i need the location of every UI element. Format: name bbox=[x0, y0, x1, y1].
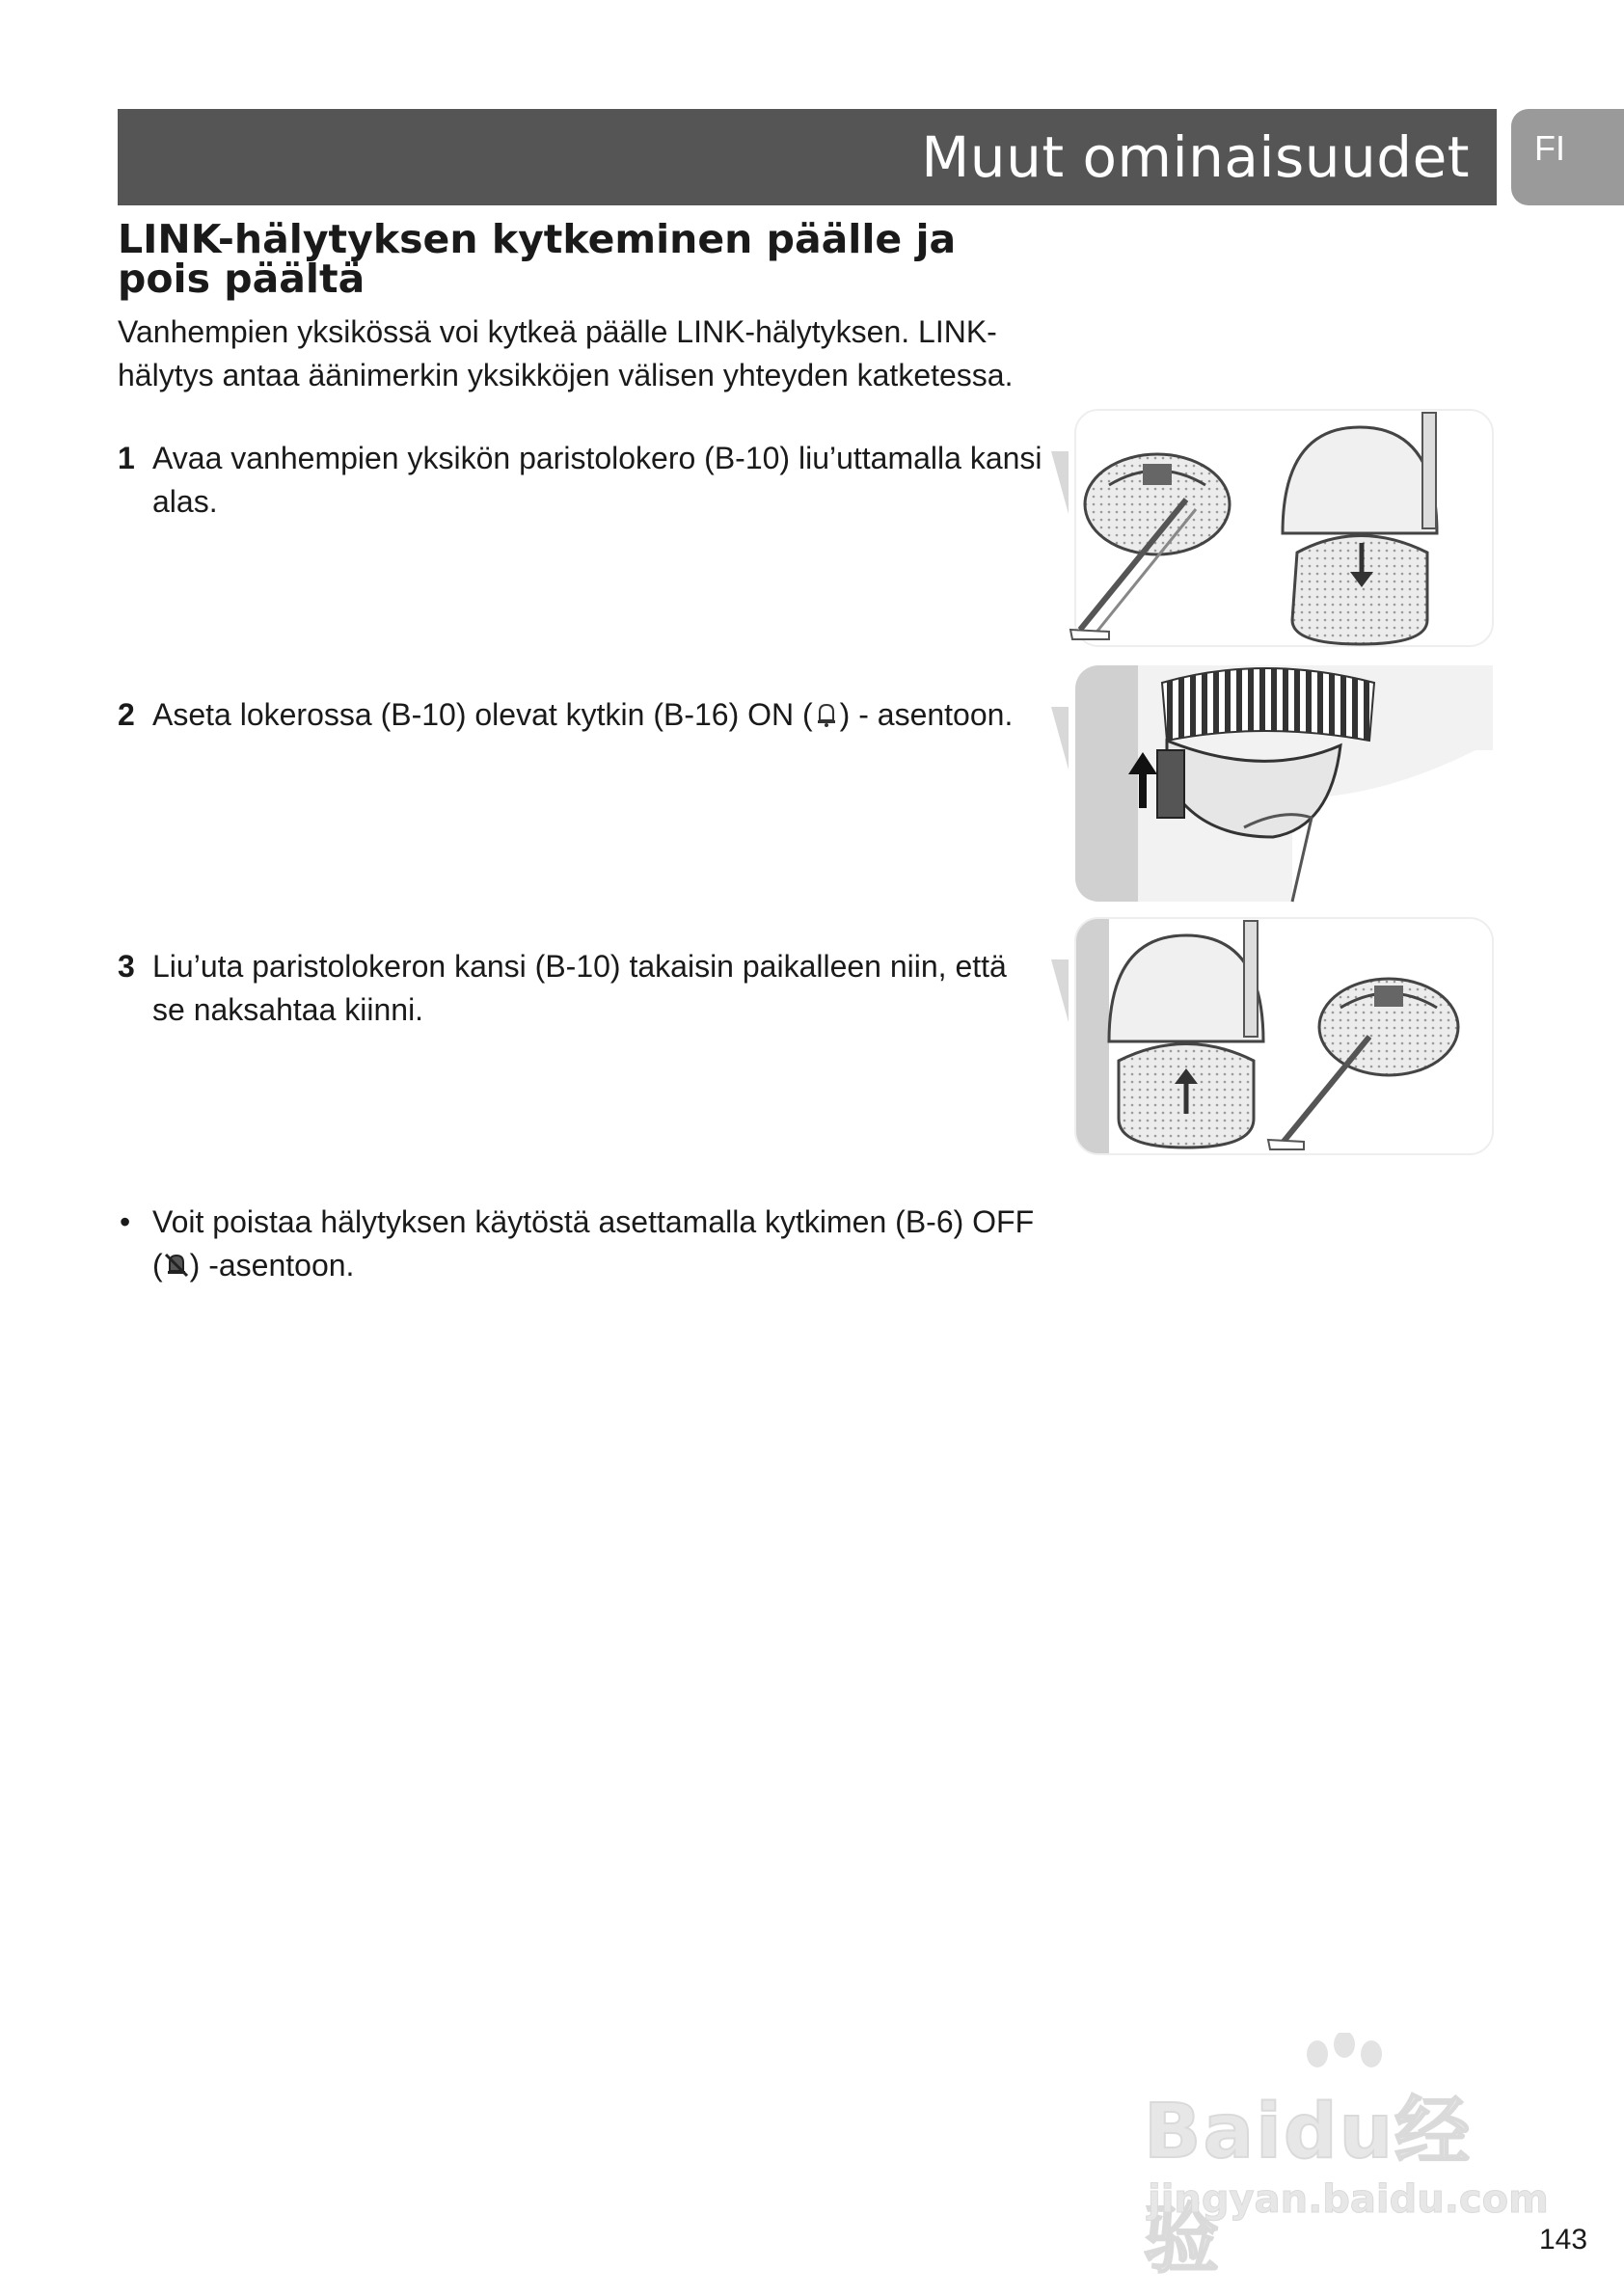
step-text-after: ) - asentoon. bbox=[839, 697, 1014, 732]
step-number: 3 bbox=[118, 949, 135, 984]
note-text bbox=[152, 1201, 1043, 1287]
illustration-close-cover bbox=[1051, 916, 1495, 1157]
bullet-marker: • bbox=[120, 1204, 131, 1239]
step-text bbox=[152, 693, 1043, 737]
step-text: Liu’uta paristolokeron kansi (B-10) takaisin paikalleen niin, että se naksahtaa kiinni. bbox=[152, 949, 1007, 1027]
step-1 bbox=[118, 437, 1043, 524]
note-text-after: ) -asentoon. bbox=[189, 1248, 355, 1283]
watermark-brand: Baidu经验 bbox=[1144, 2089, 1473, 2283]
watermark-url: jingyan.baidu.com bbox=[1148, 2177, 1549, 2222]
step-number: 1 bbox=[118, 441, 135, 475]
note-item bbox=[118, 1201, 1043, 1287]
bell-off-icon bbox=[163, 1247, 190, 1274]
step-3 bbox=[118, 945, 1043, 1032]
language-tab bbox=[1511, 109, 1624, 205]
step-text: Avaa vanhempien yksikön paristolokero (B-10) liu’uttamalla kansi alas. bbox=[152, 441, 1042, 519]
section-title: Muut ominaisuudet bbox=[921, 124, 1470, 190]
illustration-open-cover bbox=[1051, 408, 1495, 649]
illustration-set-switch bbox=[1051, 663, 1495, 905]
watermark bbox=[1144, 2033, 1549, 2283]
step-number: 2 bbox=[118, 697, 135, 732]
bell-on-icon bbox=[813, 696, 840, 723]
section-header-bar bbox=[118, 109, 1497, 205]
step-2 bbox=[118, 693, 1043, 737]
note-text-before: Voit poistaa hälytyksen käytöstä asettamalla kytkimen (B-6) OFF ( bbox=[152, 1204, 1035, 1283]
intro-paragraph: Vanhempien yksikössä voi kytkeä päälle LINK-hälytyksen. LINK-hälytys antaa äänimerkin yksikköjen välisen yhteyden katketessa. bbox=[118, 314, 1014, 392]
language-label: FI bbox=[1534, 128, 1565, 168]
step-text-before: Aseta lokerossa (B-10) olevat kytkin (B-16) ON ( bbox=[152, 697, 813, 732]
page-number: 143 bbox=[1539, 2224, 1588, 2255]
section-heading: LINK-hälytyksen kytkeminen päälle ja pois päältä bbox=[118, 216, 957, 302]
